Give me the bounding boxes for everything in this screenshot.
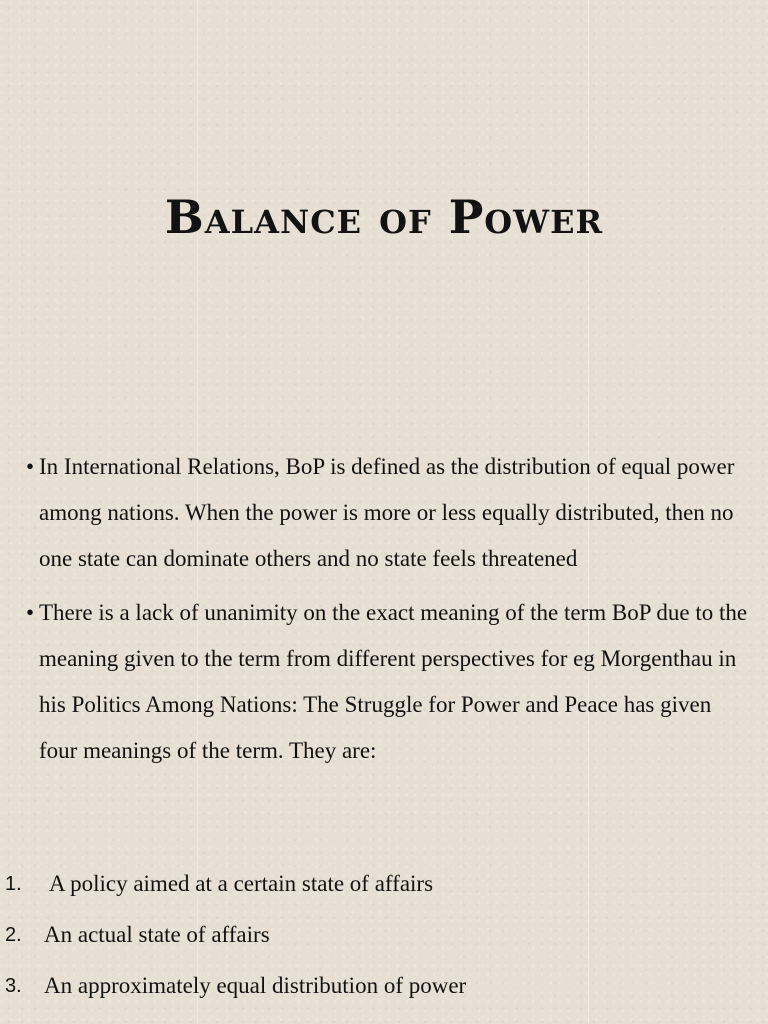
numbered-item — [0, 860, 768, 911]
item-text: An actual state of affairs — [44, 922, 270, 947]
bullet-item — [26, 590, 751, 774]
numbered-item — [0, 911, 768, 962]
item-text: A policy aimed at a certain state of affairs — [49, 871, 434, 896]
numbered-item — [0, 962, 768, 1013]
bullet-marker: • — [26, 454, 35, 479]
item-number: 2. — [5, 924, 22, 946]
item-number: 1. — [5, 873, 22, 895]
item-number: 3. — [5, 975, 22, 997]
bullet-list — [26, 444, 751, 782]
bullet-text: In International Relations, BoP is defined as the distribution of equal power among nations. When the power is more or less equally distributed, then no one state can dominate others and no state feels threatened — [39, 454, 735, 571]
bullet-text: There is a lack of unanimity on the exact meaning of the term BoP due to the meaning given to the term from different perspectives for eg Morgenthau in his Politics Among Nations: The Struggle for Power and Peace has given four meanings of the term. They are: — [39, 600, 748, 763]
numbered-list — [0, 860, 768, 1013]
slide-title: Balance of Power — [164, 190, 604, 244]
bullet-marker: • — [26, 600, 35, 625]
item-text: An approximately equal distribution of power — [44, 973, 467, 998]
bullet-item — [26, 444, 751, 582]
